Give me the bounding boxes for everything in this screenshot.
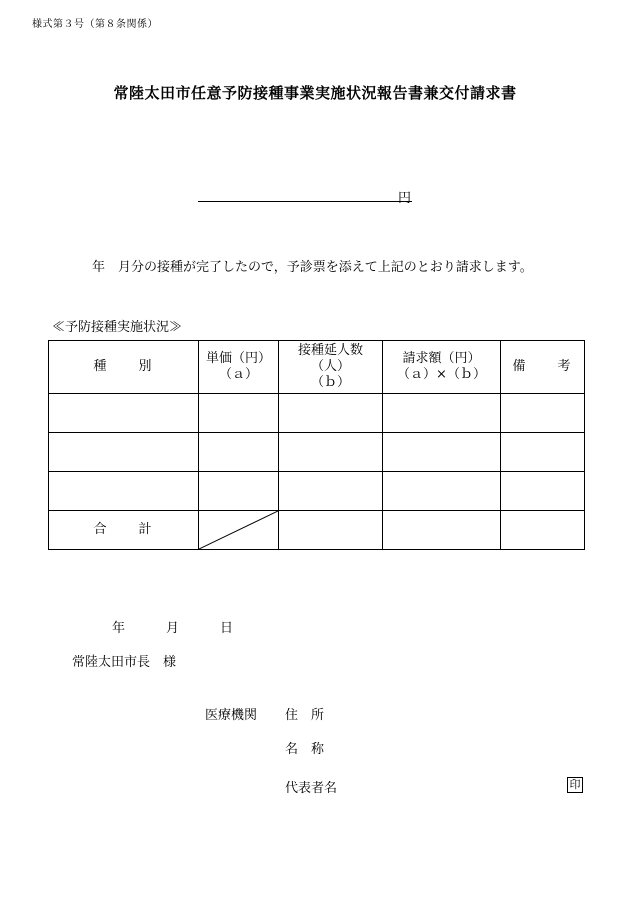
cell-unit-price[interactable] [199, 433, 279, 472]
diagonal-line [199, 511, 278, 549]
document-title: 常陸太田市任意予防接種事業実施状況報告書兼交付請求書 [113, 84, 517, 102]
table-row [49, 472, 585, 511]
section-title: ≪予防接種実施状況≫ [52, 320, 183, 335]
request-statement: 年 月分の接種が完了したので，予診票を添えて上記のとおり請求します。 [92, 260, 533, 275]
diagonal-slash-cell [199, 511, 279, 550]
cell-total-count[interactable] [279, 511, 383, 550]
header-type: 種 別 [49, 341, 199, 394]
cell-claim-amount[interactable] [383, 433, 501, 472]
date-day-label: 日 [220, 621, 234, 636]
cell-claim-amount[interactable] [383, 472, 501, 511]
cell-total-claim[interactable] [383, 511, 501, 550]
form-number: 様式第３号（第８条関係） [32, 19, 158, 30]
cell-count[interactable] [279, 472, 383, 511]
date-year-label: 年 [112, 621, 126, 636]
currency-label: 円 [398, 191, 412, 206]
table-total-row [49, 511, 585, 550]
cell-count[interactable] [279, 394, 383, 433]
cell-remarks[interactable] [501, 472, 585, 511]
cell-type[interactable] [49, 433, 199, 472]
header-claim-amount: 請求額（円） （ａ）×（ｂ） [383, 341, 501, 394]
table-row [49, 394, 585, 433]
seal-mark: 印 [567, 777, 583, 793]
cell-unit-price[interactable] [199, 394, 279, 433]
cell-claim-amount[interactable] [383, 394, 501, 433]
total-label: 合 計 [49, 511, 199, 550]
addressee: 常陸太田市長 様 [72, 655, 177, 670]
name-label: 名 称 [285, 742, 325, 757]
address-label: 住 所 [285, 708, 325, 723]
header-unit-price: 単価（円） （ａ） [199, 341, 279, 394]
vaccination-status-table [48, 340, 585, 550]
cell-unit-price[interactable] [199, 472, 279, 511]
cell-remarks[interactable] [501, 433, 585, 472]
cell-type[interactable] [49, 394, 199, 433]
cell-total-remarks[interactable] [501, 511, 585, 550]
cell-count[interactable] [279, 433, 383, 472]
table-row [49, 433, 585, 472]
header-remarks: 備 考 [501, 341, 585, 394]
cell-remarks[interactable] [501, 394, 585, 433]
amount-field-line[interactable] [198, 201, 412, 202]
cell-type[interactable] [49, 472, 199, 511]
header-count: 接種延人数 （人） （ｂ） [279, 341, 383, 394]
representative-label: 代表者名 [285, 781, 338, 796]
date-month-label: 月 [166, 621, 180, 636]
table-header-row [49, 341, 585, 394]
institution-label: 医療機関 [205, 708, 258, 723]
